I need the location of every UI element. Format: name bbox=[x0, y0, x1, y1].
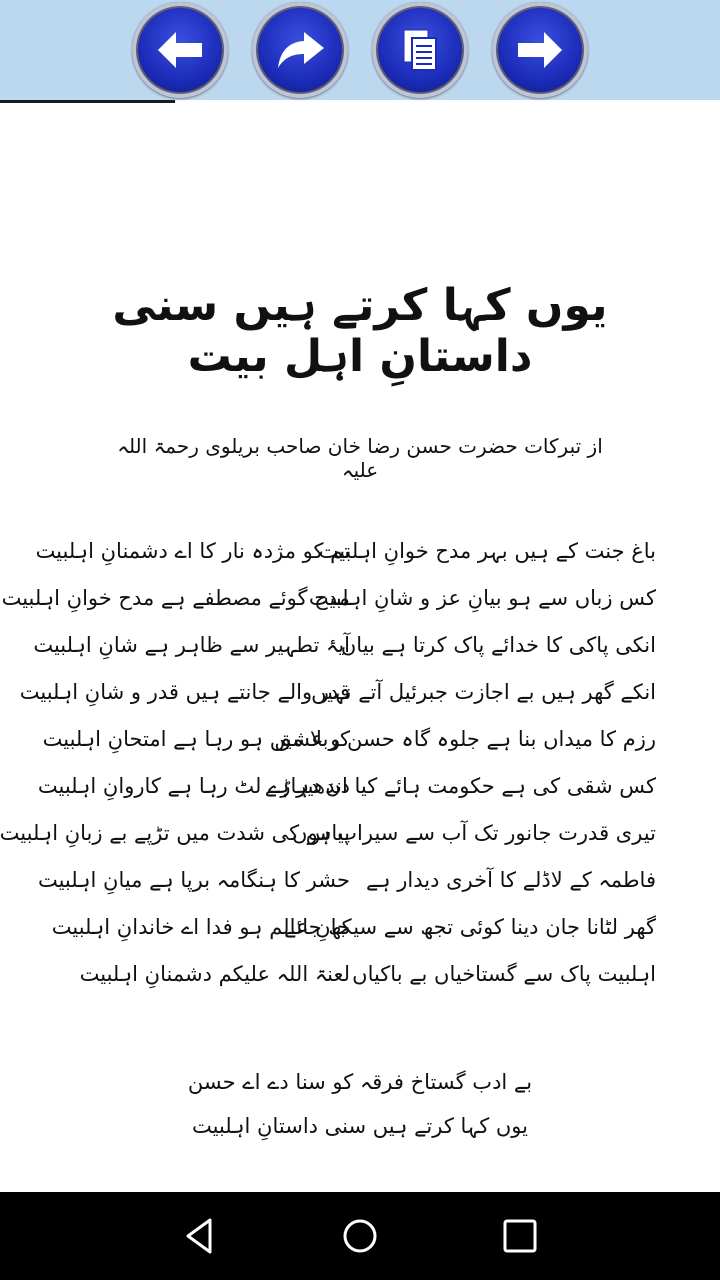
nav-back-button[interactable] bbox=[176, 1212, 224, 1260]
verse-line: باغ جنت کے ہیں بہر مدح خوانِ اہلبیت bbox=[318, 539, 656, 563]
share-button[interactable] bbox=[252, 2, 348, 98]
left-column bbox=[0, 528, 350, 998]
verse-line: دن دہاڑے لٹ رہا ہے کاروانِ اہلبیت bbox=[37, 774, 350, 798]
verse-line: رزم کا میداں بنا ہے جلوہ گاہ حسن و عشق bbox=[274, 727, 656, 751]
verse-line: قدر والے جانتے ہیں قدر و شانِ اہلبیت bbox=[19, 680, 350, 704]
share-forward-icon bbox=[270, 20, 330, 80]
right-column bbox=[264, 528, 656, 998]
closing-couplet bbox=[150, 1060, 570, 1148]
system-nav-bar bbox=[0, 1192, 720, 1280]
back-triangle-icon bbox=[176, 1212, 224, 1260]
recents-square-icon bbox=[496, 1212, 544, 1260]
verse-line: جانِ عالم ہو فدا اے خاندانِ اہلبیت bbox=[51, 915, 350, 939]
poem-byline: از تبرکات حضرت حسن رضا خان صاحب بریلوی رحمۃ اللہ علیہ bbox=[117, 434, 603, 482]
next-button[interactable] bbox=[492, 2, 588, 98]
verse-line: کس شقی کی ہے حکومت ہائے کیا اندھیر ہے bbox=[264, 774, 656, 798]
verse-line: آیۂ تطہیر سے ظاہر ہے شانِ اہلبیت bbox=[33, 633, 350, 657]
verse-line: گھر لٹانا جان دینا کوئی تجھ سے سیکھ جائے bbox=[284, 915, 656, 939]
verse-line: تیری قدرت جانور تک آب سے سیراب ہوں bbox=[292, 821, 656, 845]
copy-pages-icon bbox=[390, 20, 450, 80]
verse-line: کربلا میں ہو رہا ہے امتحانِ اہلبیت bbox=[42, 727, 350, 751]
verse-line: تم کو مژدہ نار کا اے دشمنانِ اہلبیت bbox=[35, 539, 350, 563]
home-circle-icon bbox=[336, 1212, 384, 1260]
top-toolbar bbox=[0, 0, 720, 100]
verse-line: کس زباں سے ہو بیانِ عز و شانِ اہلبیت bbox=[308, 586, 656, 610]
verse-line: مدح گوئے مصطفے ہے مدح خوانِ اہلبیت bbox=[1, 586, 350, 610]
verse-line: اہلبیت پاک سے گستاخیاں بے باکیاں bbox=[352, 962, 656, 986]
nav-home-button[interactable] bbox=[336, 1212, 384, 1260]
verse-line: فاطمہ کے لاڈلے کا آخری دیدار ہے bbox=[365, 868, 656, 892]
closing-line: بے ادب گستاخ فرقہ کو سنا دے اے حسن bbox=[187, 1070, 533, 1094]
arrow-right-icon bbox=[510, 20, 570, 80]
nav-recents-button[interactable] bbox=[496, 1212, 544, 1260]
verse-line: پیاس کی شدت میں تڑپے بے زبانِ اہلبیت bbox=[0, 821, 350, 845]
verse-line: حشر کا ہنگامہ برپا ہے میانِ اہلبیت bbox=[37, 868, 350, 892]
arrow-left-icon bbox=[150, 20, 210, 80]
verse-line: انکے گھر ہیں بے اجازت جبرئیل آتے نہیں bbox=[311, 680, 656, 704]
verse-line: لعنۃ اللہ علیکم دشمنانِ اہلبیت bbox=[79, 962, 350, 986]
verse-line: انکی پاکی کا خدائے پاک کرتا ہے بیاں bbox=[340, 633, 656, 657]
divider bbox=[0, 100, 175, 103]
copy-button[interactable] bbox=[372, 2, 468, 98]
closing-line: یوں کہا کرتے ہیں سنی داستانِ اہلبیت bbox=[192, 1114, 528, 1138]
previous-button[interactable] bbox=[132, 2, 228, 98]
poem-title: یوں کہا کرتے ہیں سنی داستانِ اہل بیت bbox=[112, 280, 608, 382]
